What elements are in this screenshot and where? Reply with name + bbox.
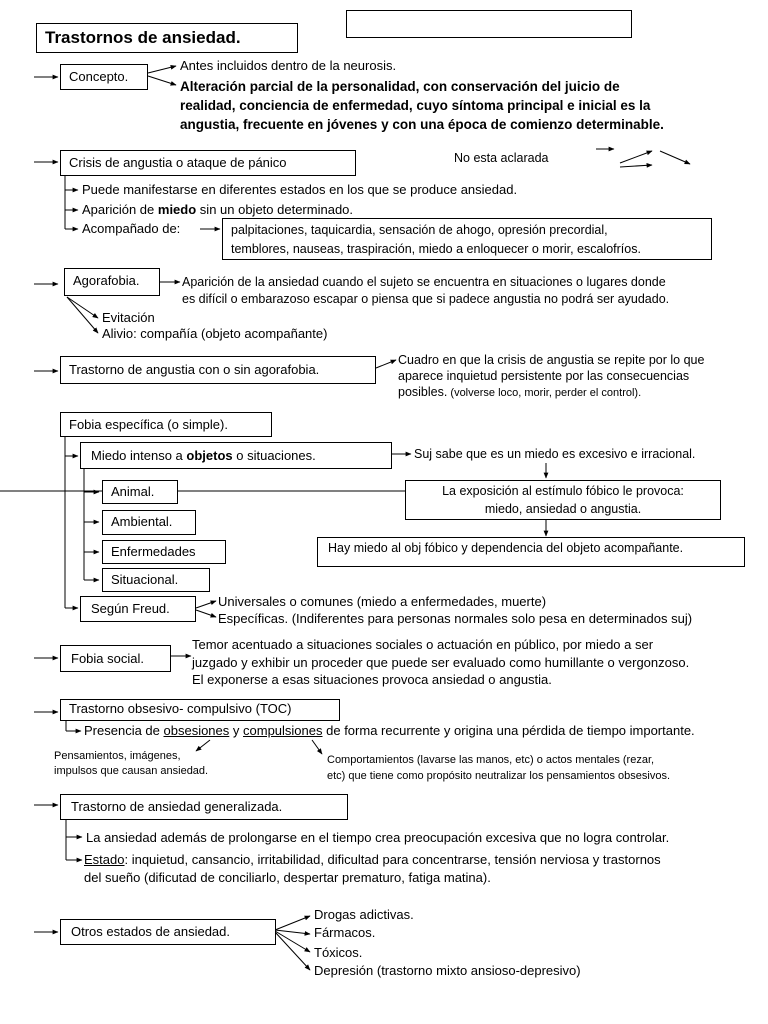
fobia-social-desc-3: El exponerse a esas situaciones provoca ansiedad o angustia. bbox=[192, 672, 552, 687]
tipo-animal-label: Animal. bbox=[111, 484, 155, 499]
trastorno-angustia-box bbox=[60, 356, 376, 384]
crisis-item-2 bbox=[82, 202, 353, 218]
crisis-item-2-bold: miedo bbox=[157, 202, 197, 217]
toc-obsesiones: obsesiones bbox=[163, 723, 230, 738]
toc-line-y: y bbox=[229, 723, 244, 738]
toc-line-a: Presencia de bbox=[84, 723, 164, 738]
toc-line-b: de forma recurrente y origina una pérdida de tiempo importante. bbox=[322, 723, 695, 738]
otros-item-3: Tóxicos. bbox=[314, 945, 363, 960]
crisis-box bbox=[60, 150, 356, 176]
crisis-note: No esta aclarada bbox=[454, 151, 549, 165]
generalizada-estado-text: : inquietud, cansancio, irritabilidad, dificultad para concentrarse, tensión nerviosa y trastornos bbox=[124, 852, 661, 867]
fobia-social-desc-2: juzgado y exhibir un proceder que puede ser evaluado como humillante o vergonzoso. bbox=[192, 655, 690, 670]
trastorno-angustia-desc-3 bbox=[398, 384, 641, 401]
generalizada-box bbox=[60, 794, 348, 820]
tipo-situacional-box bbox=[102, 568, 210, 592]
concepto-line1: Antes incluidos dentro de la neurosis. bbox=[180, 58, 397, 73]
page-title: Trastornos de ansiedad. bbox=[45, 28, 241, 47]
otros-label: Otros estados de ansiedad. bbox=[71, 924, 230, 939]
empty-box bbox=[346, 10, 632, 38]
agorafobia-box bbox=[64, 268, 160, 296]
miedo-intenso-c: o situaciones. bbox=[232, 448, 316, 463]
dependencia-box bbox=[317, 537, 745, 567]
otros-item-1: Drogas adictivas. bbox=[314, 907, 414, 922]
toc-pensamientos-1: Pensamientos, imágenes, bbox=[54, 750, 181, 762]
toc-label: Trastorno obsesivo- compulsivo (TOC) bbox=[69, 701, 292, 716]
generalizada-label: Trastorno de ansiedad generalizada. bbox=[71, 799, 283, 814]
freud-box bbox=[80, 596, 196, 622]
fobia-especifica-box bbox=[60, 412, 272, 437]
trastorno-angustia-desc-2: aparece inquietud persistente por las consecuencias bbox=[398, 369, 690, 383]
fobia-especifica-label: Fobia específica (o simple). bbox=[69, 417, 228, 432]
exposicion-line-2: miedo, ansiedad o angustia. bbox=[484, 502, 642, 516]
trastorno-angustia-label: Trastorno de angustia con o sin agorafobia. bbox=[69, 362, 320, 377]
tipo-ambiental-box bbox=[102, 510, 196, 535]
otros-item-4: Depresión (trastorno mixto ansioso-depresivo) bbox=[314, 963, 581, 978]
miedo-intenso-bold: objetos bbox=[186, 448, 233, 463]
tipo-enfermedades-box bbox=[102, 540, 226, 564]
generalizada-item-1: La ansiedad además de prolongarse en el tiempo crea preocupación excesiva que no logra controlar. bbox=[86, 830, 670, 845]
freud-label: Según Freud. bbox=[91, 601, 170, 616]
crisis-item-2-c: sin un objeto determinado. bbox=[196, 202, 354, 217]
concepto-def-2: realidad, conciencia de enfermedad, cuyo síntoma principal e inicial es la bbox=[180, 98, 651, 113]
agorafobia-alivio: Alivio: compañía (objeto acompañante) bbox=[102, 326, 328, 341]
title-box bbox=[36, 23, 298, 53]
otros-item-2: Fármacos. bbox=[314, 925, 376, 940]
miedo-intenso-label bbox=[91, 448, 381, 464]
toc-comportamientos-2: etc) que tiene como propósito neutralizar los pensamientos obsesivos. bbox=[327, 770, 671, 782]
crisis-label: Crisis de angustia o ataque de pánico bbox=[69, 155, 287, 170]
symptoms-line-1: palpitaciones, taquicardia, sensación de ahogo, opresión precordial, bbox=[231, 223, 608, 237]
agorafobia-label: Agorafobia. bbox=[73, 273, 140, 288]
toc-compulsiones: compulsiones bbox=[243, 723, 323, 738]
generalizada-estado-2: del sueño (dificutad de conciliarlo, despertar prematuro, fatiga matina). bbox=[84, 870, 491, 885]
concepto-box bbox=[60, 64, 148, 90]
tipo-enfermedades-label: Enfermedades bbox=[111, 544, 196, 559]
toc-line bbox=[84, 723, 695, 739]
concepto-def-3: angustia, frecuente en jóvenes y con una época de comienzo determinable. bbox=[180, 117, 664, 132]
crisis-item-3: Acompañado de: bbox=[82, 221, 181, 236]
agorafobia-desc-1: Aparición de la ansiedad cuando el sujeto se encuentra en situaciones o lugares donde bbox=[182, 275, 666, 289]
otros-box bbox=[60, 919, 276, 945]
tipo-ambiental-label: Ambiental. bbox=[111, 514, 173, 529]
concepto-label: Concepto. bbox=[69, 69, 129, 84]
fobia-social-desc-1: Temor acentuado a situaciones sociales o actuación en público, por miedo a ser bbox=[192, 637, 654, 652]
freud-especificas: Específicas. (Indiferentes para personas normales solo pesa en determinados suj) bbox=[218, 611, 693, 626]
tipo-situacional-label: Situacional. bbox=[111, 572, 179, 587]
freud-universales: Universales o comunes (miedo a enfermedades, muerte) bbox=[218, 594, 547, 609]
toc-comportamientos-1: Comportamientos (lavarse las manos, etc) o actos mentales (rezar, bbox=[327, 754, 655, 766]
toc-pensamientos-2: impulsos que causan ansiedad. bbox=[54, 765, 209, 777]
trastorno-angustia-desc-1: Cuadro en que la crisis de angustia se repite por lo que bbox=[398, 353, 705, 367]
miedo-intenso-box bbox=[80, 442, 392, 469]
generalizada-estado bbox=[84, 852, 661, 868]
miedo-intenso-a: Miedo intenso a bbox=[91, 448, 187, 463]
suj-sabe: Suj sabe que es un miedo es excesivo e irracional. bbox=[414, 447, 696, 461]
crisis-item-1: Puede manifestarse en diferentes estados en los que se produce ansiedad. bbox=[82, 182, 518, 197]
trastorno-angustia-desc-3-a: posibles. bbox=[398, 385, 448, 399]
fobia-social-box bbox=[60, 645, 171, 672]
toc-box bbox=[60, 699, 340, 721]
crisis-item-2-a: Aparición de bbox=[82, 202, 158, 217]
exposicion-line-1: La exposición al estímulo fóbico le provoca: bbox=[442, 484, 684, 498]
dependencia-label: Hay miedo al obj fóbico y dependencia del objeto acompañante. bbox=[328, 541, 684, 555]
generalizada-estado-label: Estado bbox=[84, 852, 125, 867]
agorafobia-evitacion: Evitación bbox=[102, 310, 155, 325]
symptoms-box bbox=[222, 218, 712, 260]
exposicion-box bbox=[405, 480, 721, 520]
symptoms-line-2: temblores, nauseas, traspiración, miedo a enloquecer o morir, escalofríos. bbox=[231, 242, 641, 256]
fobia-social-label: Fobia social. bbox=[71, 651, 144, 666]
trastorno-angustia-desc-3-small: (volverse loco, morir, perder el control). bbox=[447, 387, 642, 399]
concepto-def-1: Alteración parcial de la personalidad, con conservación del juicio de bbox=[180, 79, 620, 94]
tipo-animal-box bbox=[102, 480, 178, 504]
agorafobia-desc-2: es difícil o embarazoso escapar o piensa que si padece angustia no podrá ser ayudado. bbox=[182, 292, 670, 306]
